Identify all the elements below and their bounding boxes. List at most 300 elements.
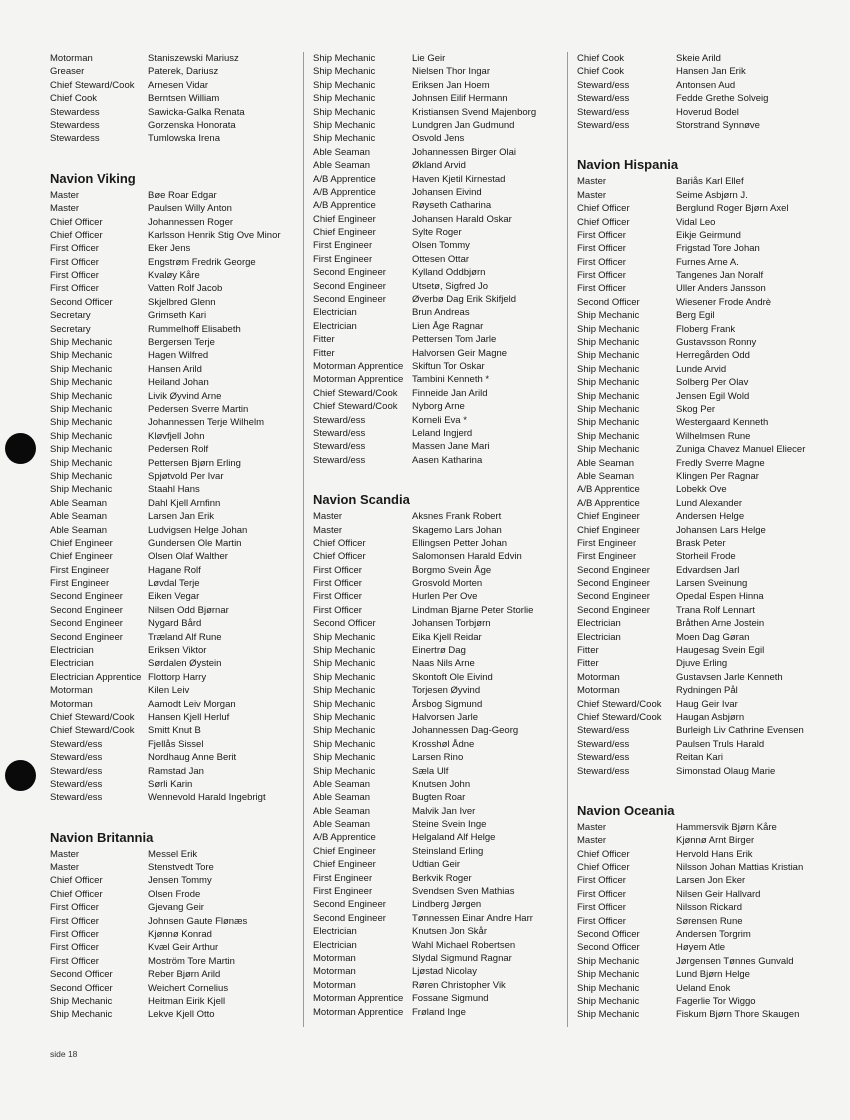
crew-member-name: Arnesen Vidar	[148, 79, 209, 91]
crew-row	[577, 269, 839, 282]
crew-member-name: Gundersen Ole Martin	[148, 537, 242, 549]
crew-position: Able Seaman	[577, 470, 635, 482]
crew-member-name: Sørensen Rune	[676, 915, 743, 927]
crew-member-name: Naas Nils Arne	[412, 658, 475, 670]
crew-member-name: Jensen Tommy	[148, 875, 212, 887]
crew-position: First Officer	[577, 875, 626, 887]
crew-position: First Officer	[50, 929, 99, 941]
crew-row	[313, 965, 563, 978]
crew-member-name: Kjønnø Konrad	[148, 929, 212, 941]
crew-member-name: Fjellås Sissel	[148, 738, 204, 750]
crew-position: Ship Mechanic	[50, 403, 113, 415]
crew-position: Electrician	[313, 307, 357, 319]
crew-position: Master	[577, 835, 607, 847]
crew-position: Motorman	[50, 53, 93, 64]
crew-position: Steward/ess	[577, 79, 630, 91]
crew-position: Chief Cook	[577, 53, 624, 64]
crew-row	[50, 483, 295, 496]
crew-member-name: Berntsen William	[148, 93, 220, 105]
crew-member-name: Udtian Geir	[412, 859, 461, 871]
crew-position: Ship Mechanic	[313, 106, 376, 118]
crew-member-name: Økland Arvid	[412, 160, 466, 172]
crew-member-name: Johannessen Dag-Georg	[412, 725, 519, 737]
crew-position: Electrician	[50, 645, 94, 657]
crew-member-name: Haven Kjetil Kirnestad	[412, 173, 506, 185]
crew-member-name: Skjelbred Glenn	[148, 296, 216, 308]
crew-member-name: Johansen Lars Helge	[676, 524, 766, 536]
crew-row	[577, 644, 839, 657]
crew-row	[577, 336, 839, 349]
crew-member-name: Tumlowska Irena	[148, 133, 220, 145]
crew-position: Chief Steward/Cook	[577, 711, 662, 723]
crew-member-name: Lundgren Jan Gudmund	[412, 119, 515, 131]
crew-position: Master	[577, 821, 607, 833]
crew-member-name: Johansen Eivind	[412, 186, 482, 198]
crew-row	[313, 791, 563, 804]
crew-row	[313, 631, 563, 644]
crew-position: Steward/ess	[577, 93, 630, 105]
crew-position: Ship Mechanic	[313, 631, 376, 643]
crew-position: A/B Apprentice	[313, 200, 376, 212]
crew-position: Able Seaman	[313, 805, 371, 817]
crew-member-name: Skeie Arild	[676, 53, 721, 64]
crew-row	[50, 711, 295, 724]
crew-member-name: Aksnes Frank Robert	[412, 511, 502, 523]
crew-position: First Officer	[50, 270, 99, 282]
crew-row	[313, 400, 563, 413]
crew-member-name: Johannessen Roger	[148, 216, 234, 228]
crew-member-name: Eiken Vegar	[148, 591, 200, 603]
crew-position: Second Engineer	[313, 280, 386, 292]
crew-row	[50, 363, 295, 376]
crew-member-name: Hansen Kjell Herluf	[148, 711, 230, 723]
crew-position: Stewardess	[50, 133, 100, 145]
crew-row	[50, 457, 295, 470]
crew-member-name: Tangenes Jan Noralf	[676, 270, 764, 282]
crew-position: Stewardess	[50, 119, 100, 131]
crew-member-name: Lund Alexander	[676, 497, 743, 509]
crew-member-name: Jensen Egil Wold	[676, 390, 750, 402]
crew-row	[577, 657, 839, 670]
crew-member-name: Storstrand Synnøve	[676, 119, 760, 131]
crew-position: Chief Engineer	[313, 213, 376, 225]
crew-position: First Engineer	[50, 564, 110, 576]
crew-row	[577, 684, 839, 697]
crew-member-name: Wennevold Harald Ingebrigt	[148, 792, 266, 804]
crew-position: Ship Mechanic	[577, 996, 640, 1007]
crew-member-name: Fiskum Bjørn Thore Skaugen	[676, 1009, 800, 1021]
crew-position: First Officer	[577, 902, 626, 914]
ship-name-heading: Navion Scandia	[313, 492, 410, 508]
crew-member-name: Lindman Bjarne Peter Storlie	[412, 604, 534, 616]
crew-position: Master	[50, 862, 80, 874]
crew-position: Motorman	[50, 685, 93, 697]
crew-position: Ship Mechanic	[577, 444, 640, 456]
crew-position: First Officer	[50, 955, 99, 967]
crew-row	[577, 202, 839, 215]
crew-member-name: Torjesen Øyvind	[412, 685, 481, 697]
crew-member-name: Zuniga Chavez Manuel Eliecer	[676, 444, 806, 456]
crew-position: Master	[50, 203, 80, 215]
crew-member-name: Heiland Johan	[148, 377, 209, 389]
crew-position: Chief Officer	[50, 888, 103, 900]
crew-member-name: Korneli Eva *	[412, 414, 467, 426]
crew-member-name: Ljøstad Nicolay	[412, 966, 477, 978]
crew-row	[50, 861, 295, 874]
crew-row	[313, 199, 563, 212]
crew-member-name: Røyseth Catharina	[412, 200, 492, 212]
crew-member-name: Helgaland Alf Helge	[412, 832, 496, 844]
crew-row	[313, 186, 563, 199]
crew-member-name: Kvæl Geir Arthur	[148, 942, 219, 954]
crew-position: Ship Mechanic	[50, 444, 113, 456]
crew-member-name: Antonsen Aud	[676, 79, 736, 91]
crew-position: Electrician	[313, 926, 357, 938]
crew-position: Ship Mechanic	[313, 671, 376, 683]
crew-position: Electrician	[313, 939, 357, 951]
crew-row	[577, 497, 839, 510]
crew-row	[577, 256, 839, 269]
crew-row	[50, 791, 295, 804]
crew-position: Ship Mechanic	[50, 350, 113, 362]
crew-row	[577, 92, 839, 105]
crew-row	[50, 349, 295, 362]
crew-member-name: Furnes Arne A.	[676, 256, 739, 268]
crew-member-name: Staniszewski Mariusz	[148, 53, 239, 64]
crew-row	[313, 711, 563, 724]
crew-position: First Officer	[577, 888, 626, 900]
crew-row	[313, 604, 563, 617]
crew-position: First Engineer	[50, 578, 110, 590]
crew-position: Steward/ess	[50, 738, 103, 750]
crew-position: Chief Officer	[313, 537, 366, 549]
crew-row	[313, 992, 563, 1005]
crew-member-name: Bugten Roar	[412, 792, 466, 804]
crew-row	[50, 497, 295, 510]
crew-member-name: Brun Andreas	[412, 307, 470, 319]
crew-position: Able Seaman	[50, 497, 108, 509]
crew-member-name: Larsen Jon Eker	[676, 875, 746, 887]
crew-row	[50, 995, 295, 1008]
crew-row	[313, 146, 563, 159]
crew-member-name: Berg Egil	[676, 310, 715, 322]
crew-row	[577, 510, 839, 523]
crew-member-name: Johansen Harald Oskar	[412, 213, 512, 225]
crew-position: Able Seaman	[50, 511, 108, 523]
crew-member-name: Tambini Kenneth *	[412, 374, 490, 386]
crew-position: Chief Officer	[313, 551, 366, 563]
crew-position: Chief Steward/Cook	[577, 698, 662, 710]
crew-position: Master	[50, 189, 80, 201]
ship-section	[577, 803, 839, 1022]
crew-row	[50, 874, 295, 887]
crew-member-name: Sørdalen Øystein	[148, 658, 222, 670]
crew-member-name: Livik Øyvind Arne	[148, 390, 222, 402]
crew-row	[313, 454, 563, 467]
crew-position: First Officer	[313, 591, 362, 603]
crew-member-name: Lindberg Jørgen	[412, 899, 482, 911]
crew-position: Secretary	[50, 323, 91, 335]
crew-position: Steward/ess	[50, 765, 103, 777]
crew-position: Second Engineer	[50, 591, 123, 603]
crew-row	[50, 443, 295, 456]
crew-member-name: Knutsen John	[412, 778, 471, 790]
crew-member-name: Eikje Geirmund	[676, 229, 741, 241]
crew-row	[50, 256, 295, 269]
crew-member-name: Gustavsen Jarle Kenneth	[676, 671, 783, 683]
crew-row	[577, 711, 839, 724]
crew-row	[50, 309, 295, 322]
crew-position: Steward/ess	[577, 765, 630, 777]
crew-member-name: Larsen Rino	[412, 752, 464, 764]
crew-row	[577, 765, 839, 778]
crew-position: Ship Mechanic	[313, 645, 376, 657]
crew-member-name: Træland Alf Rune	[148, 631, 222, 643]
crew-position: Motorman Apprentice	[313, 374, 404, 386]
crew-position: First Officer	[50, 942, 99, 954]
ship-section	[50, 830, 295, 1022]
crew-position: Chief Steward/Cook	[50, 79, 135, 91]
crew-member-name: Wiesener Frode Andrè	[676, 296, 772, 308]
crew-member-name: Paulsen Truls Harald	[676, 738, 765, 750]
crew-position: Electrician Apprentice	[50, 671, 142, 683]
crew-row	[577, 604, 839, 617]
crew-row	[313, 266, 563, 279]
crew-position: Ship Mechanic	[50, 457, 113, 469]
crew-row	[50, 132, 295, 145]
crew-position: Second Engineer	[313, 294, 386, 306]
crew-position: Ship Mechanic	[313, 752, 376, 764]
crew-member-name: Nilsson Johan Mattias Kristian	[676, 862, 804, 874]
crew-row	[50, 416, 295, 429]
crew-position: Secretary	[50, 310, 91, 322]
crew-position: Ship Mechanic	[50, 996, 113, 1007]
crew-row	[313, 765, 563, 778]
crew-position: Able Seaman	[50, 524, 108, 536]
crew-position: Ship Mechanic	[313, 66, 376, 78]
crew-row	[50, 671, 295, 684]
crew-position: Steward/ess	[313, 427, 366, 439]
crew-row	[577, 874, 839, 887]
crew-position: First Officer	[50, 915, 99, 927]
crew-member-name: Hoverud Bodel	[676, 106, 739, 118]
crew-member-name: Utsetø, Sigfred Jo	[412, 280, 489, 292]
crew-member-name: Eriksen Jan Hoem	[412, 79, 490, 91]
crew-position: Chief Engineer	[50, 551, 113, 563]
crew-member-name: Berglund Roger Bjørn Axel	[676, 203, 789, 215]
crew-position: Ship Mechanic	[50, 377, 113, 389]
crew-member-name: Herregården Odd	[676, 350, 750, 362]
crew-position: Steward/ess	[50, 752, 103, 764]
crew-member-name: Vatten Rolf Jacob	[148, 283, 223, 295]
crew-row	[50, 982, 295, 995]
crew-position: Second Engineer	[313, 899, 386, 911]
crew-column-2	[313, 52, 563, 1019]
crew-position: First Officer	[313, 578, 362, 590]
crew-row	[313, 671, 563, 684]
crew-row	[50, 888, 295, 901]
crew-member-name: Sørli Karin	[148, 778, 193, 790]
crew-position: First Officer	[577, 915, 626, 927]
crew-position: Steward/ess	[313, 441, 366, 453]
crew-position: Motorman Apprentice	[313, 993, 404, 1005]
crew-member-name: Moen Dag Gøran	[676, 631, 750, 643]
crew-member-name: Frigstad Tore Johan	[676, 243, 760, 255]
crew-row	[577, 363, 839, 376]
crew-position: Chief Officer	[577, 848, 630, 860]
ship-name-heading: Navion Hispania	[577, 157, 679, 173]
crew-row	[313, 387, 563, 400]
crew-row	[313, 885, 563, 898]
crew-row	[50, 657, 295, 670]
crew-row	[50, 323, 295, 336]
crew-member-name: Gustavsson Ronny	[676, 337, 757, 349]
crew-position: Steward/ess	[577, 725, 630, 737]
crew-member-name: Røren Christopher Vik	[412, 979, 506, 991]
crew-member-name: Bråthen Arne Jostein	[676, 618, 765, 630]
crew-row	[577, 955, 839, 968]
crew-row	[50, 604, 295, 617]
crew-position: First Engineer	[313, 240, 373, 252]
crew-member-name: Rummelhoff Elisabeth	[148, 323, 241, 335]
crew-member-name: Sæla Ulf	[412, 765, 449, 777]
crew-row	[50, 564, 295, 577]
crew-row	[50, 550, 295, 563]
crew-row	[50, 848, 295, 861]
crew-position: Ship Mechanic	[50, 430, 113, 442]
crew-position: Steward/ess	[50, 778, 103, 790]
crew-row	[313, 373, 563, 386]
crew-member-name: Bergersen Terje	[148, 337, 215, 349]
crew-position: Able Seaman	[313, 792, 371, 804]
crew-member-name: Årsbog Sigmund	[412, 698, 483, 710]
crew-member-name: Løvdal Terje	[148, 578, 200, 590]
crew-row	[577, 242, 839, 255]
crew-position: Motorman	[313, 979, 356, 991]
crew-member-name: Johnsen Gaute Flønæs	[148, 915, 248, 927]
crew-row	[577, 524, 839, 537]
crew-member-name: Opedal Espen Hinna	[676, 591, 764, 603]
crew-member-name: Halvorsen Geir Magne	[412, 347, 508, 359]
crew-row	[577, 671, 839, 684]
crew-position: Second Engineer	[313, 912, 386, 924]
crew-position: A/B Apprentice	[313, 832, 376, 844]
crew-member-name: Engstrøm Fredrik George	[148, 256, 256, 268]
crew-position: Second Engineer	[50, 631, 123, 643]
crew-position: Motorman	[50, 698, 93, 710]
crew-member-name: Borgmo Svein Åge	[412, 564, 492, 576]
crew-row	[50, 928, 295, 941]
crew-member-name: Rydningen Pål	[676, 685, 738, 697]
crew-position: A/B Apprentice	[577, 497, 640, 509]
crew-position: Chief Officer	[577, 862, 630, 874]
crew-row	[50, 617, 295, 630]
crew-row	[50, 1008, 295, 1021]
crew-position: Second Engineer	[577, 578, 650, 590]
crew-row	[577, 349, 839, 362]
crew-row	[313, 831, 563, 844]
crew-position: Able Seaman	[313, 160, 371, 172]
crew-position: Master	[50, 848, 80, 860]
crew-row	[50, 430, 295, 443]
crew-row	[50, 119, 295, 132]
crew-position: Ship Mechanic	[313, 658, 376, 670]
crew-position: Second Officer	[50, 982, 113, 994]
crew-row	[313, 979, 563, 992]
crew-row	[313, 253, 563, 266]
crew-row	[50, 698, 295, 711]
crew-position: Able Seaman	[313, 778, 371, 790]
crew-row	[313, 698, 563, 711]
crew-row	[577, 995, 839, 1008]
crew-row	[577, 309, 839, 322]
crew-member-name: Grimseth Kari	[148, 310, 207, 322]
crew-row	[577, 403, 839, 416]
crew-position: Electrician	[577, 618, 621, 630]
crew-position: Second Engineer	[50, 618, 123, 630]
crew-member-name: Lobekk Ove	[676, 484, 727, 496]
crew-position: First Officer	[50, 902, 99, 914]
crew-member-name: Ludvigsen Helge Johan	[148, 524, 248, 536]
crew-position: Ship Mechanic	[313, 53, 376, 64]
crew-member-name: Solberg Per Olav	[676, 377, 749, 389]
crew-position: Motorman Apprentice	[313, 1006, 404, 1018]
crew-member-name: Salomonsen Harald Edvin	[412, 551, 522, 563]
crew-row	[50, 751, 295, 764]
crew-row	[50, 470, 295, 483]
crew-row	[313, 537, 563, 550]
crew-row	[577, 65, 839, 78]
crew-row	[50, 79, 295, 92]
crew-member-name: Ellingsen Petter Johan	[412, 537, 508, 549]
crew-member-name: Vidal Leo	[676, 216, 716, 228]
crew-position: Second Engineer	[577, 604, 650, 616]
crew-member-name: Olsen Olaf Walther	[148, 551, 228, 563]
crew-row	[313, 524, 563, 537]
ship-name-heading: Navion Britannia	[50, 829, 154, 845]
ship-section	[577, 157, 839, 778]
crew-position: Ship Mechanic	[577, 337, 640, 349]
crew-row	[313, 939, 563, 952]
crew-row	[577, 229, 839, 242]
crew-row	[577, 861, 839, 874]
crew-member-name: Eika Kjell Reidar	[412, 631, 482, 643]
crew-member-name: Pettersen Tom Jarle	[412, 334, 497, 346]
crew-member-name: Paulsen Willy Anton	[148, 203, 232, 215]
column-divider	[303, 52, 304, 1027]
crew-position: Chief Engineer	[577, 511, 640, 523]
punch-hole	[5, 433, 36, 464]
crew-row	[577, 106, 839, 119]
crew-row	[577, 901, 839, 914]
crew-row	[50, 738, 295, 751]
crew-row	[577, 724, 839, 737]
column-divider	[567, 52, 568, 1027]
crew-row	[50, 524, 295, 537]
crew-position: A/B Apprentice	[577, 484, 640, 496]
crew-row	[313, 590, 563, 603]
crew-row	[313, 564, 563, 577]
crew-row	[313, 427, 563, 440]
crew-row	[50, 778, 295, 791]
crew-position: Steward/ess	[577, 752, 630, 764]
crew-member-name: Weichert Cornelius	[148, 982, 229, 994]
crew-row	[313, 778, 563, 791]
crew-row	[577, 1008, 839, 1021]
crew-member-name: Johansen Torbjørn	[412, 618, 491, 630]
crew-row	[577, 550, 839, 563]
continued-section	[577, 52, 839, 132]
